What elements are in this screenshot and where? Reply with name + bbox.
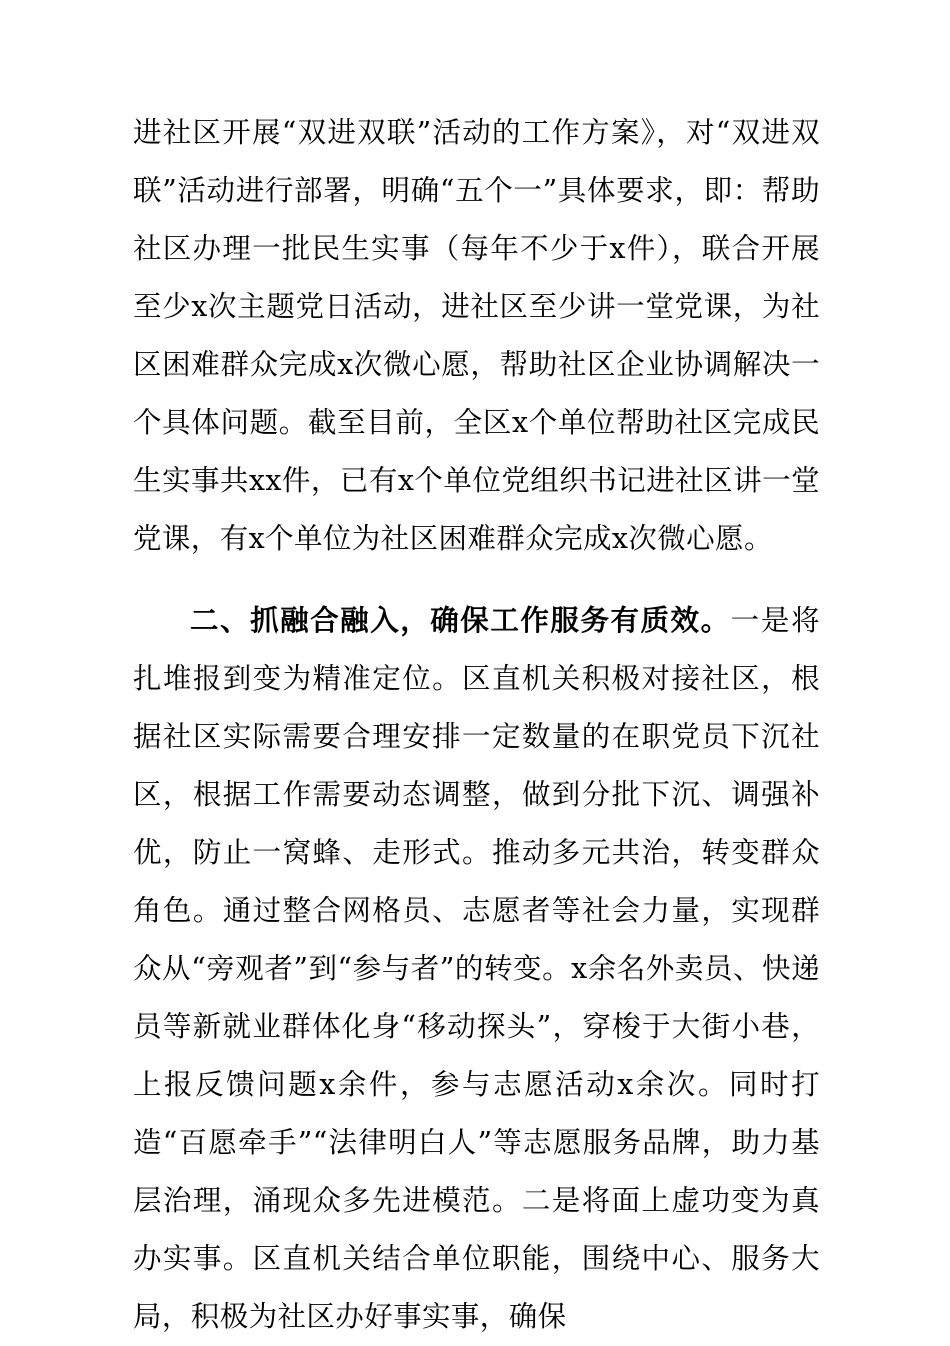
paragraph-1 [133,104,820,568]
paragraph-spacer [133,568,820,592]
section-heading-2: 二、抓融合融入，确保工作服务有质效。 [190,604,731,637]
paragraph-2 [133,592,820,1346]
document-body [133,104,820,1346]
paragraph-1-text: 进社区开展“双进双联”活动的工作方案》，对“双进双联”活动进行部署，明确“五个一”具体要求，即：帮助社区办理一批民生实事（每年不少于x件），联合开展至少x次主题党日活动，进社区至少讲一堂党课，为社区困难群众完成x次微心愿，帮助社区企业协调解决一个具体问题。截至目前，全区x个单位帮助社区完成民生实事共xx件，已有x个单位党组织书记进社区讲一堂党课，有x个单位为社区困难群众完成x次微心愿。 [133,116,820,555]
paragraph-2-text: 一是将扎堆报到变为精准定位。区直机关积极对接社区，根据社区实际需要合理安排一定数量的在职党员下沉社区，根据工作需要动态调整，做到分批下沉、调强补优，防止一窝蜂、走形式。推动多元共治，转变群众角色。通过整合网格员、志愿者等社会力量，实现群众从“旁观者”到“参与者”的转变。x余名外卖员、快递员等新就业群体化身“移动探头”，穿梭于大街小巷，上报反馈问题x余件，参与志愿活动x余次。同时打造“百愿牵手”“法律明白人”等志愿服务品牌，助力基层治理，涌现众多先进模范。二是将面上虚功变为真办实事。区直机关结合单位职能，围绕中心、服务大局，积极为社区办好事实事，确保 [133,604,820,1333]
